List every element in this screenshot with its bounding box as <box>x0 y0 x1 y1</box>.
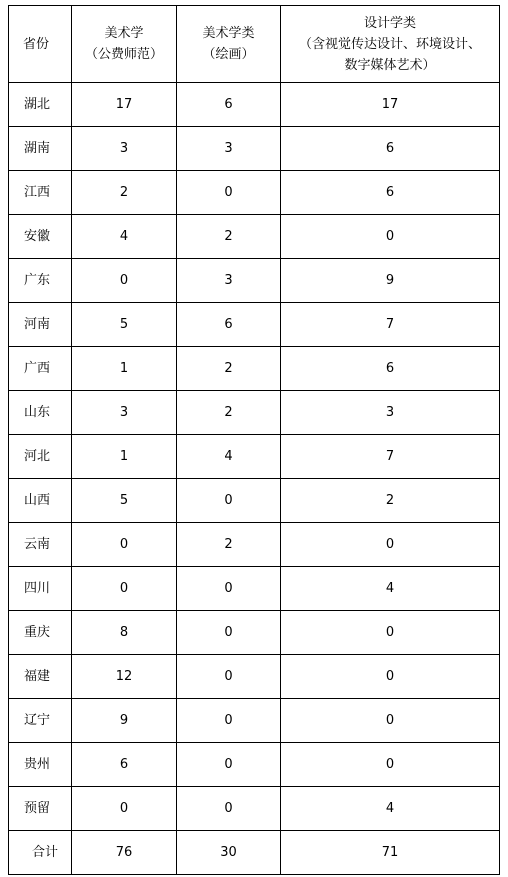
meishu-lei-cell: 0 <box>177 171 281 215</box>
meishu-lei-cell: 0 <box>177 655 281 699</box>
meishu-cell: 2 <box>72 171 177 215</box>
table-row <box>9 523 500 567</box>
meishu-cell: 0 <box>72 787 177 831</box>
table-row <box>9 611 500 655</box>
province-cell: 湖南 <box>9 127 72 171</box>
table-row <box>9 127 500 171</box>
province-cell: 河北 <box>9 435 72 479</box>
province-cell: 云南 <box>9 523 72 567</box>
table-row <box>9 743 500 787</box>
province-cell: 湖北 <box>9 83 72 127</box>
header-sheji <box>281 6 500 83</box>
sheji-cell: 7 <box>281 303 500 347</box>
table-row <box>9 347 500 391</box>
sheji-cell: 3 <box>281 391 500 435</box>
header-meishu-line-1: 美术学 <box>104 26 144 41</box>
meishu-cell: 4 <box>72 215 177 259</box>
sheji-cell: 0 <box>281 699 500 743</box>
total-row <box>9 831 500 875</box>
table-row <box>9 171 500 215</box>
sheji-cell: 9 <box>281 259 500 303</box>
sheji-cell: 0 <box>281 655 500 699</box>
province-cell: 江西 <box>9 171 72 215</box>
sheji-cell: 17 <box>281 83 500 127</box>
header-meishu-lei-line-1: 美术学类 <box>202 26 255 41</box>
meishu-cell: 5 <box>72 479 177 523</box>
province-cell: 辽宁 <box>9 699 72 743</box>
header-sheji-line-1: 设计学类 <box>363 15 416 31</box>
header-meishu-lei-line-2: （绘画） <box>202 47 255 62</box>
meishu-cell: 5 <box>72 303 177 347</box>
meishu-lei-cell: 0 <box>177 567 281 611</box>
table-row <box>9 787 500 831</box>
meishu-lei-cell: 6 <box>177 303 281 347</box>
total-meishu-lei: 30 <box>177 831 281 875</box>
province-cell: 贵州 <box>9 743 72 787</box>
meishu-lei-cell: 6 <box>177 83 281 127</box>
table-row <box>9 259 500 303</box>
meishu-lei-cell: 2 <box>177 347 281 391</box>
meishu-cell: 8 <box>72 611 177 655</box>
sheji-cell: 4 <box>281 567 500 611</box>
meishu-lei-cell: 0 <box>177 743 281 787</box>
meishu-lei-cell: 0 <box>177 479 281 523</box>
province-cell: 山西 <box>9 479 72 523</box>
province-cell: 预留 <box>9 787 72 831</box>
total-sheji: 71 <box>281 831 500 875</box>
province-cell: 广东 <box>9 259 72 303</box>
sheji-cell: 0 <box>281 215 500 259</box>
meishu-lei-cell: 2 <box>177 215 281 259</box>
table-row <box>9 435 500 479</box>
sheji-cell: 0 <box>281 611 500 655</box>
table-row <box>9 215 500 259</box>
meishu-cell: 1 <box>72 435 177 479</box>
table-row <box>9 391 500 435</box>
meishu-cell: 17 <box>72 83 177 127</box>
meishu-lei-cell: 0 <box>177 787 281 831</box>
sheji-cell: 4 <box>281 787 500 831</box>
header-meishu-line-2: （公费师范） <box>84 47 163 62</box>
sheji-cell: 7 <box>281 435 500 479</box>
meishu-cell: 0 <box>72 259 177 303</box>
header-meishu <box>72 6 177 83</box>
header-meishu-lei <box>177 6 281 83</box>
sheji-cell: 6 <box>281 171 500 215</box>
meishu-cell: 1 <box>72 347 177 391</box>
province-cell: 四川 <box>9 567 72 611</box>
meishu-lei-cell: 2 <box>177 523 281 567</box>
enrollment-quota-table <box>8 5 500 875</box>
meishu-cell: 3 <box>72 391 177 435</box>
sheji-cell: 2 <box>281 479 500 523</box>
sheji-cell: 6 <box>281 127 500 171</box>
header-sheji-line-2: （含视觉传达设计、环境设计、 <box>298 36 481 52</box>
province-cell: 广西 <box>9 347 72 391</box>
meishu-lei-cell: 3 <box>177 259 281 303</box>
province-cell: 重庆 <box>9 611 72 655</box>
header-row <box>9 6 500 83</box>
table-row <box>9 303 500 347</box>
meishu-lei-cell: 3 <box>177 127 281 171</box>
table-row <box>9 699 500 743</box>
province-cell: 安徽 <box>9 215 72 259</box>
sheji-cell: 0 <box>281 743 500 787</box>
table-header <box>9 6 500 83</box>
meishu-cell: 6 <box>72 743 177 787</box>
table-row <box>9 567 500 611</box>
meishu-lei-cell: 2 <box>177 391 281 435</box>
sheji-cell: 0 <box>281 523 500 567</box>
header-sheji-line-3: 数字媒体艺术） <box>344 57 436 73</box>
province-cell: 河南 <box>9 303 72 347</box>
table-row <box>9 479 500 523</box>
province-cell: 山东 <box>9 391 72 435</box>
table-body <box>9 83 500 875</box>
meishu-cell: 9 <box>72 699 177 743</box>
meishu-lei-cell: 4 <box>177 435 281 479</box>
table-row <box>9 655 500 699</box>
total-meishu: 76 <box>72 831 177 875</box>
meishu-cell: 0 <box>72 523 177 567</box>
meishu-cell: 12 <box>72 655 177 699</box>
total-label: 合计 <box>9 831 72 875</box>
province-cell: 福建 <box>9 655 72 699</box>
sheji-cell: 6 <box>281 347 500 391</box>
header-province: 省份 <box>9 6 72 83</box>
table-row <box>9 83 500 127</box>
meishu-lei-cell: 0 <box>177 699 281 743</box>
meishu-cell: 0 <box>72 567 177 611</box>
meishu-lei-cell: 0 <box>177 611 281 655</box>
meishu-cell: 3 <box>72 127 177 171</box>
